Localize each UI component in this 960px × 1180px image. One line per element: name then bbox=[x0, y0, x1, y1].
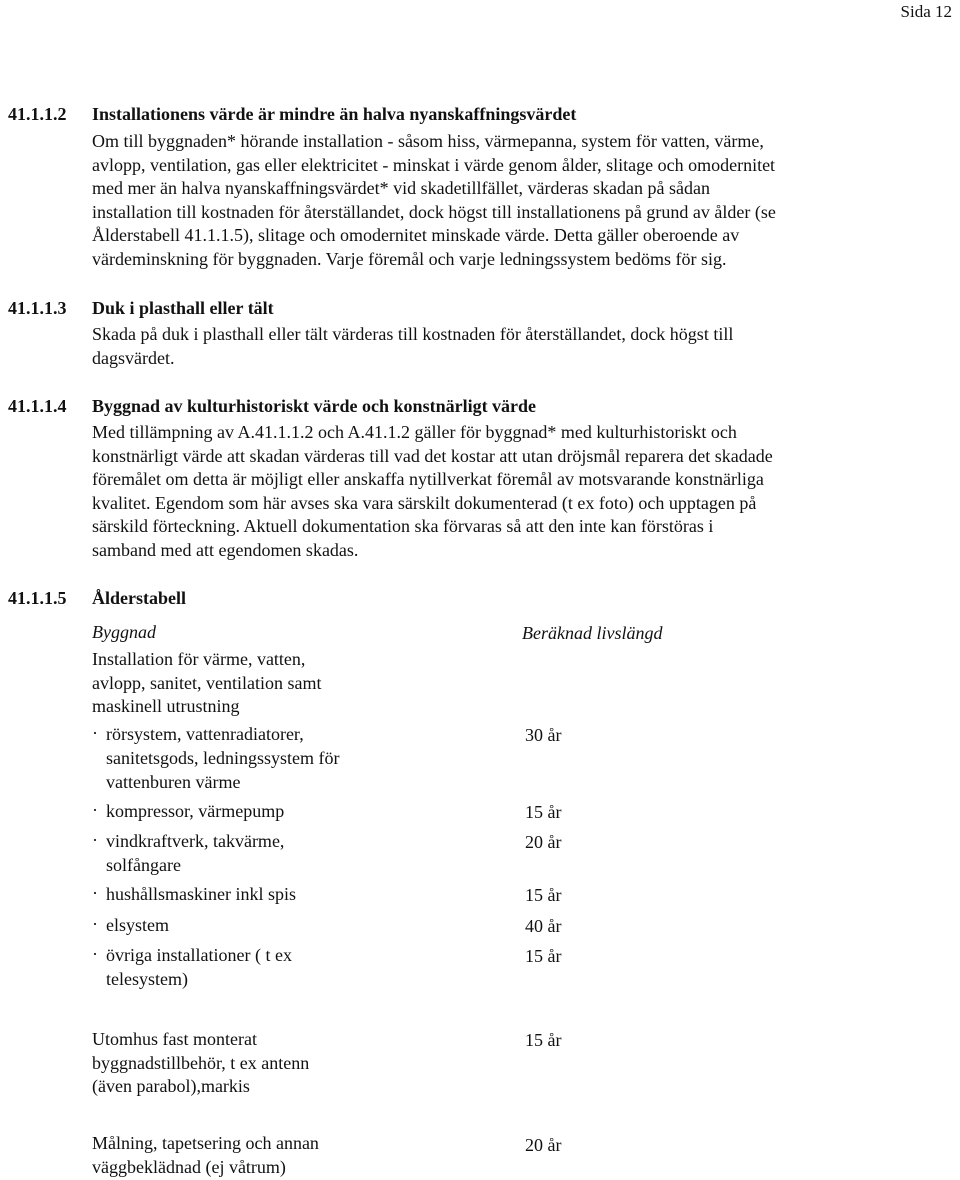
section-number: 41.1.1.4 bbox=[8, 396, 67, 416]
table-row-value: 20 år bbox=[525, 1135, 562, 1155]
body-line: konstnärligt värde att skadan värderas till vad det kostar att utan dröjsmål reparera det skadade bbox=[92, 445, 773, 466]
table-row-value: 15 år bbox=[525, 1030, 562, 1050]
table-row-label bbox=[106, 943, 292, 991]
bullet-marker: · bbox=[92, 944, 98, 964]
group-label-line: avlopp, sanitet, ventilation samt bbox=[92, 672, 322, 693]
row-label-line: kompressor, värmepump bbox=[106, 801, 285, 821]
table-row-value: 30 år bbox=[525, 725, 562, 745]
bullet-marker: · bbox=[92, 800, 98, 820]
table-header-right: Beräknad livslängd bbox=[522, 623, 663, 643]
row-label-line: rörsystem, vattenradiatorer, bbox=[106, 724, 304, 744]
table-row-label bbox=[106, 799, 284, 823]
section-heading: Installationens värde är mindre än halva nyanskaffningsvärdet bbox=[92, 104, 577, 124]
body-line: samband med att egendomen skadas. bbox=[92, 539, 359, 560]
row-label-line: (även parabol),markis bbox=[92, 1076, 250, 1097]
body-line: Skada på duk i plasthall eller tält värderas till kostnaden för återställandet, dock högst till bbox=[92, 324, 734, 344]
body-line: Ålderstabell 41.1.1.5), slitage och omodernitet minskade värde. Detta gäller oberoende av bbox=[92, 225, 740, 246]
body-line: kvalitet. Egendom som här avses ska vara särskilt dokumenterad (t ex foto) och upptagen på bbox=[92, 492, 757, 513]
table-row-label bbox=[106, 882, 296, 906]
bullet-marker: · bbox=[92, 830, 98, 850]
body-line: med mer än halva nyanskaffningsvärdet* vid skadetillfället, värderas skadan på sådan bbox=[92, 178, 710, 199]
group-label-line: maskinell utrustning bbox=[92, 696, 240, 717]
section-body bbox=[92, 323, 942, 370]
body-line: dagsvärdet. bbox=[92, 347, 175, 368]
body-line: Om till byggnaden* hörande installation - såsom hiss, värmepanna, system för vatten, värme, bbox=[92, 131, 764, 151]
body-line: avlopp, ventilation, gas eller elektricitet - minskat i värde genom ålder, slitage och omodernitet bbox=[92, 154, 776, 175]
section-body bbox=[92, 130, 942, 272]
body-line: installation till kostnaden för återställandet, dock högst till installationens på grund av ålder (se bbox=[92, 201, 776, 222]
table-row-label bbox=[92, 1028, 309, 1099]
group-label-line: Installation för värme, vatten, bbox=[92, 649, 306, 669]
row-label-line: telesystem) bbox=[106, 969, 188, 989]
section-number: 41.1.1.3 bbox=[8, 298, 67, 318]
row-label-line: sanitetsgods, ledningssystem för bbox=[106, 748, 340, 768]
row-label-line: solfångare bbox=[106, 855, 181, 875]
row-label-line: hushållsmaskiner inkl spis bbox=[106, 884, 296, 904]
bullet-marker: · bbox=[92, 723, 98, 743]
table-row-value: 40 år bbox=[525, 916, 562, 936]
row-label-line: vattenburen värme bbox=[106, 772, 241, 792]
row-label-line: vindkraftverk, takvärme, bbox=[106, 831, 285, 851]
row-label-line: elsystem bbox=[106, 915, 169, 935]
row-label-line: väggbeklädnad (ej våtrum) bbox=[92, 1156, 286, 1177]
row-label-line: övriga installationer ( t ex bbox=[106, 945, 292, 965]
section-heading: Duk i plasthall eller tält bbox=[92, 298, 274, 318]
body-line: föremålet om detta är möjligt eller anskaffa nytillverkat föremål av motsvarande konstnärliga bbox=[92, 469, 764, 490]
page-number: Sida 12 bbox=[900, 2, 952, 21]
section-body bbox=[92, 421, 942, 563]
table-group-label bbox=[92, 648, 321, 719]
table-row-label bbox=[106, 913, 169, 937]
table-row-value: 15 år bbox=[525, 885, 562, 905]
body-line: Med tillämpning av A.41.1.1.2 och A.41.1.2 gäller för byggnad* med kulturhistoriskt och bbox=[92, 422, 737, 442]
section-heading: Ålderstabell bbox=[92, 588, 186, 608]
table-row-label bbox=[92, 1132, 319, 1179]
bullet-marker: · bbox=[92, 883, 98, 903]
table-row-value: 15 år bbox=[525, 946, 562, 966]
section-number: 41.1.1.2 bbox=[8, 104, 67, 124]
section-heading: Byggnad av kulturhistoriskt värde och konstnärligt värde bbox=[92, 396, 537, 416]
row-label-line: byggnadstillbehör, t ex antenn bbox=[92, 1052, 310, 1073]
table-row-value: 20 år bbox=[525, 832, 562, 852]
table-row-label bbox=[106, 829, 284, 877]
body-line: särskild förteckning. Aktuell dokumentation ska förvaras så att den inte kan förstöras i bbox=[92, 516, 714, 537]
table-row-label bbox=[106, 722, 339, 794]
row-label-line: Målning, tapetsering och annan bbox=[92, 1133, 319, 1153]
section-number: 41.1.1.5 bbox=[8, 588, 67, 608]
bullet-marker: · bbox=[92, 914, 98, 934]
body-line: värdeminskning för byggnaden. Varje föremål och varje ledningssystem bedöms för sig. bbox=[92, 248, 727, 269]
row-label-line: Utomhus fast monterat bbox=[92, 1029, 257, 1049]
table-row-value: 15 år bbox=[525, 802, 562, 822]
table-header-left: Byggnad bbox=[92, 622, 156, 642]
